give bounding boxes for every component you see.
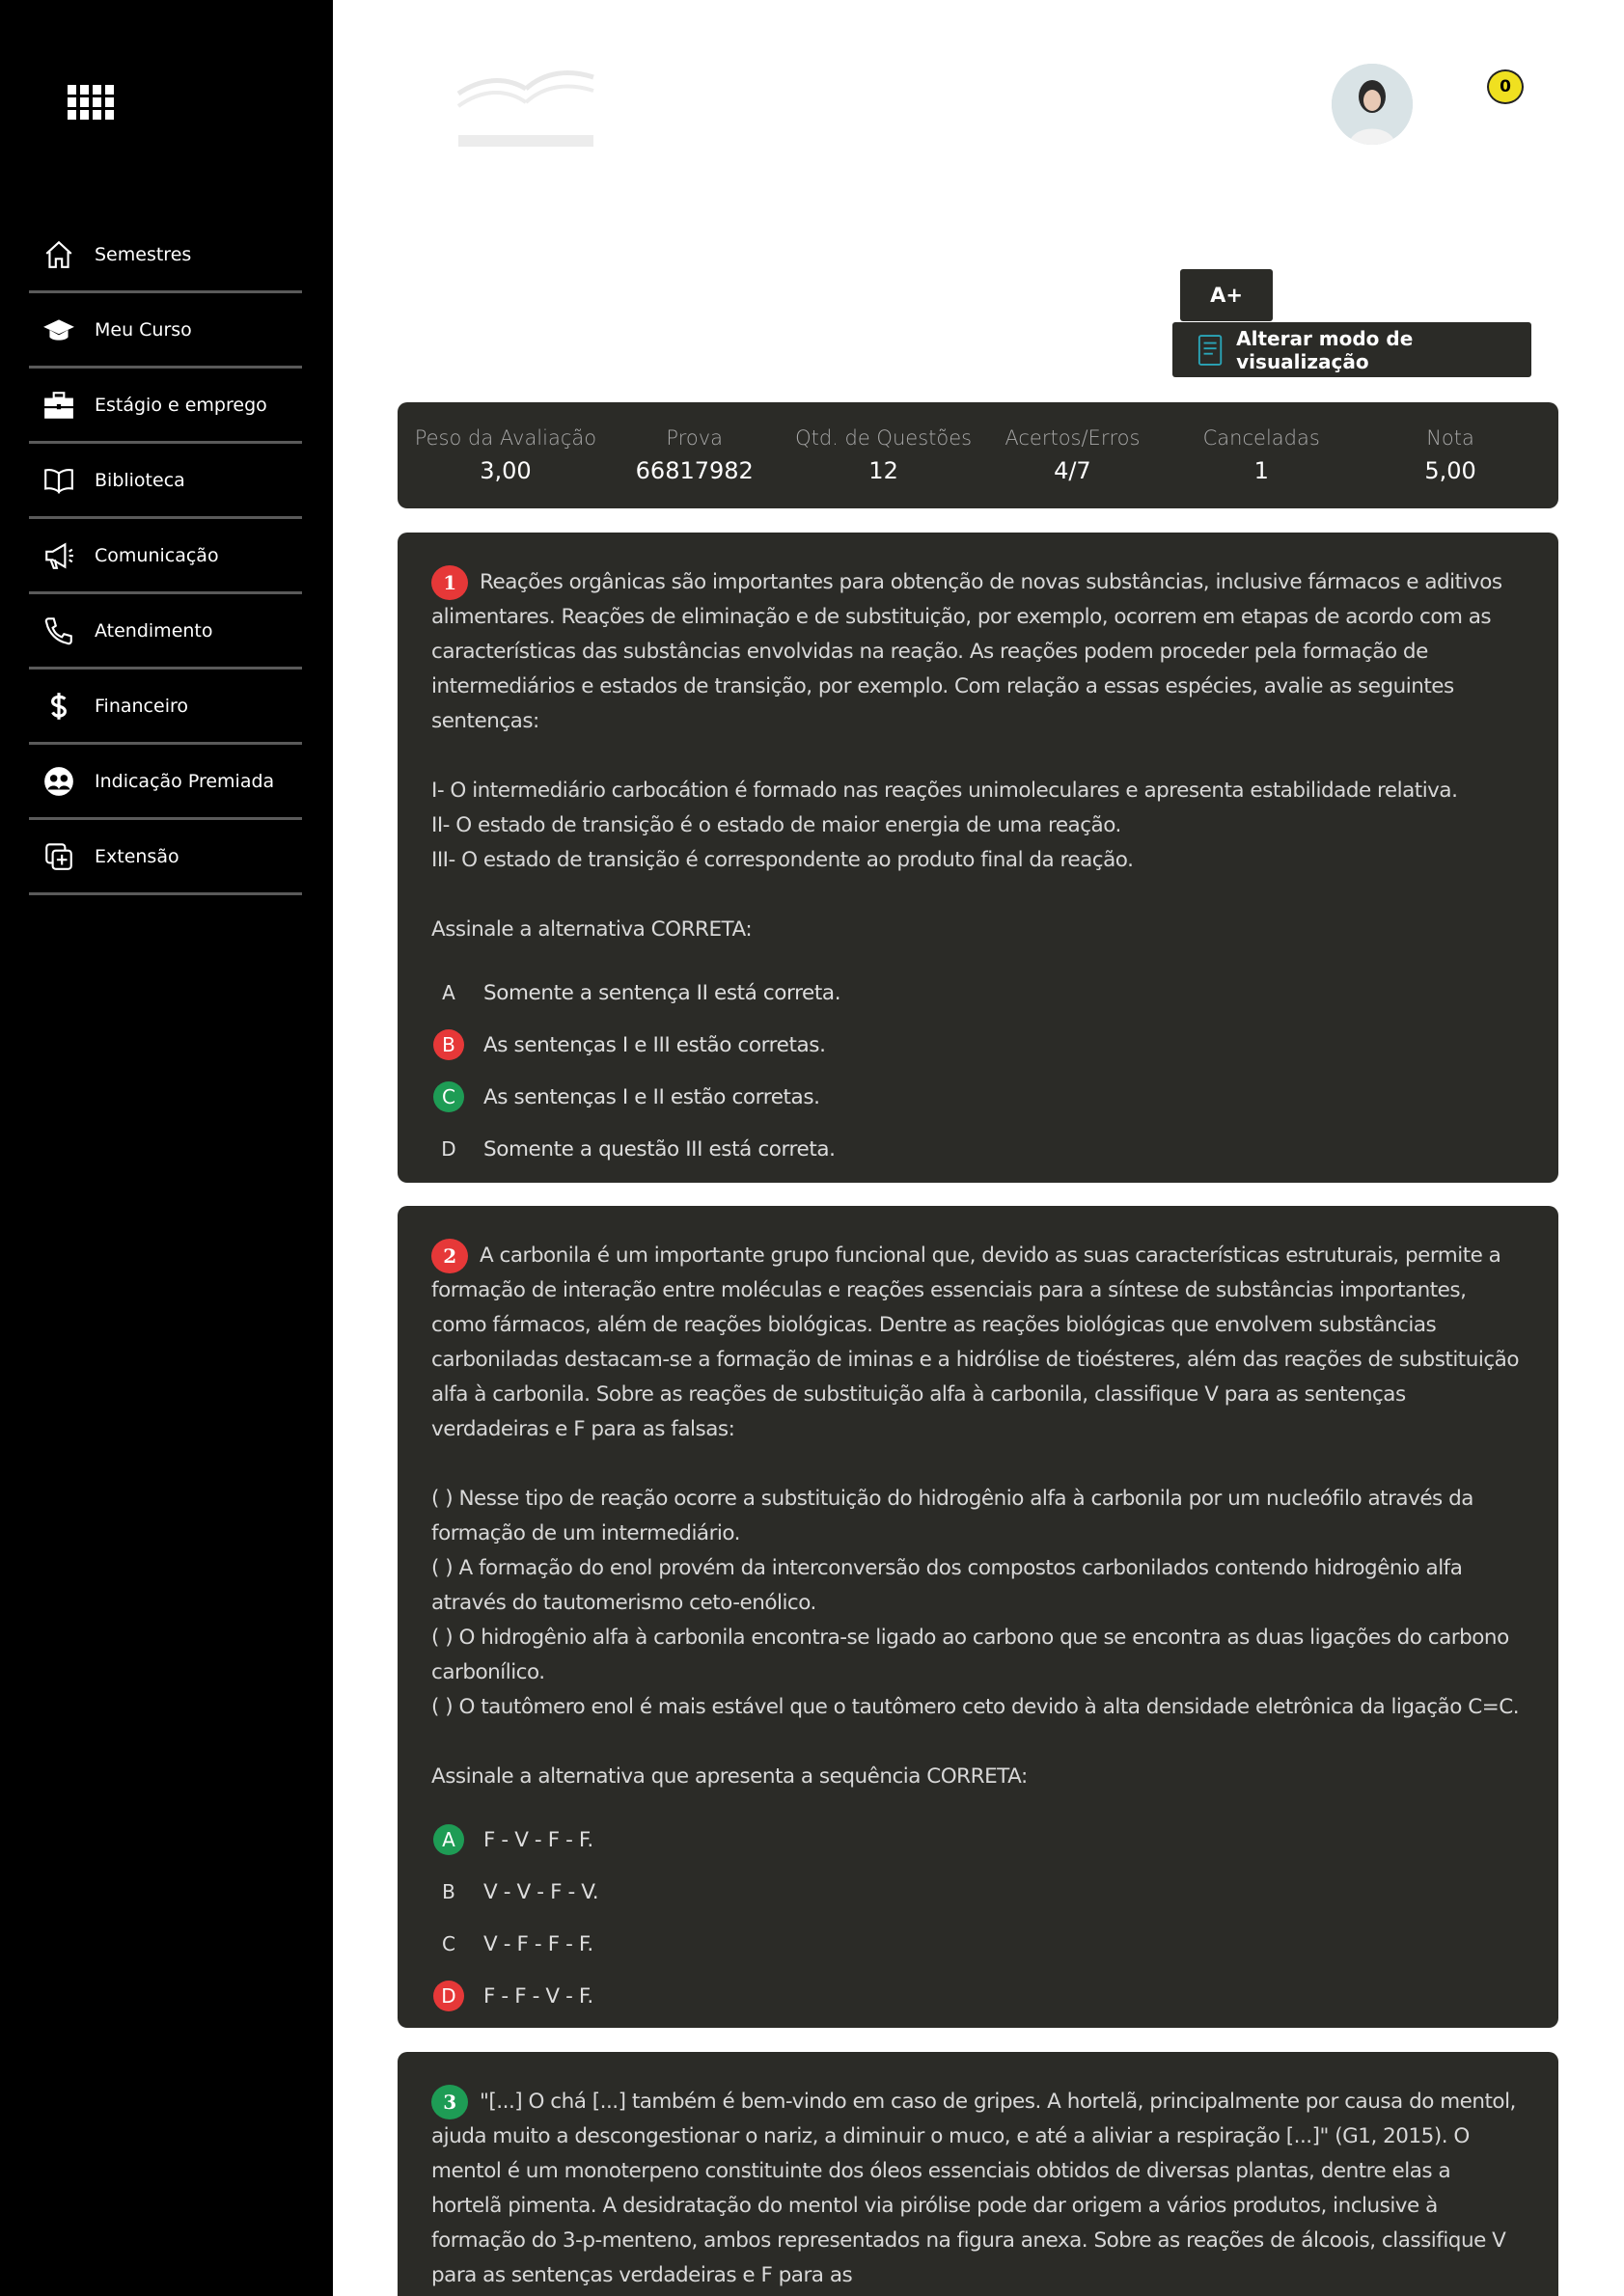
question-paragraph: ( ) A formação do enol provém da interconversão dos compostos carbonilados contendo hidrogênio alfa através do tautomerismo ceto-enólico. — [431, 1556, 1463, 1615]
question-paragraph: ( ) O hidrogênio alfa à carbonila encontra-se ligado ao carbono que se encontra as duas ligações do carbono carbonílico. — [431, 1626, 1509, 1684]
institution-logo[interactable] — [454, 60, 598, 151]
view-mode-button[interactable] — [1172, 322, 1531, 377]
option-letter: D — [441, 1137, 456, 1161]
sidebar-item-semestres[interactable] — [29, 218, 302, 293]
question-text — [431, 1239, 1524, 1794]
phone-icon — [42, 615, 75, 647]
sidebar-item-label: Estágio e emprego — [95, 394, 267, 416]
summary-key: Prova — [666, 426, 724, 450]
summary-key: Peso da Avaliação — [414, 426, 597, 450]
summary-value: 66817982 — [635, 457, 754, 484]
option-c[interactable] — [431, 1918, 1524, 1970]
question-number-badge: 1 — [431, 565, 468, 600]
question-number-badge: 3 — [431, 2085, 468, 2119]
sidebar-item-label: Atendimento — [95, 619, 213, 642]
question-text — [431, 2085, 1524, 2293]
sidebar — [0, 0, 333, 2296]
apps-grid-icon[interactable] — [68, 85, 114, 122]
sidebar-item-label: Indicação Premiada — [95, 770, 275, 792]
notification-badge[interactable]: 0 — [1487, 69, 1524, 104]
sidebar-item-estagio[interactable] — [29, 369, 302, 444]
sidebar-item-label: Extensão — [95, 845, 179, 867]
sidebar-item-label: Financeiro — [95, 695, 188, 717]
option-a[interactable] — [431, 967, 1524, 1019]
summary-value: 4/7 — [1054, 457, 1091, 484]
option-a[interactable] — [431, 1814, 1524, 1866]
question-paragraph: ( ) O tautômero enol é mais estável que o tautômero ceto devido à alta densidade eletrônica da ligação C=C. — [431, 1695, 1520, 1719]
option-letter: B — [442, 1880, 455, 1903]
question-paragraph: Assinale a alternativa que apresenta a sequência CORRETA: — [431, 1764, 1028, 1789]
question-text — [431, 565, 1524, 947]
option-letter: A — [433, 1824, 464, 1855]
question-number-badge: 2 — [431, 1239, 468, 1273]
summary-key: Acertos/Erros — [1005, 426, 1141, 450]
summary-key: Qtd. de Questões — [795, 426, 973, 450]
briefcase-icon — [42, 389, 75, 422]
option-text: Somente a sentença II está correta. — [483, 980, 841, 1005]
summary-questoes — [789, 426, 978, 484]
question-paragraph: III- O estado de transição é correspondente ao produto final da reação. — [431, 848, 1134, 872]
megaphone-icon — [42, 539, 75, 572]
option-text: F - V - F - F. — [483, 1827, 593, 1852]
question-card-3 — [398, 2052, 1558, 2296]
summary-peso — [411, 426, 600, 484]
summary-nota — [1356, 426, 1545, 484]
summary-acertos — [977, 426, 1167, 484]
question-card-1 — [398, 533, 1558, 1183]
document-icon — [1197, 333, 1223, 368]
view-mode-label: Alterar modo de visualização — [1236, 326, 1414, 373]
answer-options — [431, 1814, 1524, 2022]
option-d[interactable] — [431, 1970, 1524, 2022]
summary-key: Canceladas — [1202, 426, 1320, 450]
summary-value: 3,00 — [480, 457, 532, 484]
question-paragraph: Assinale a alternativa CORRETA: — [431, 917, 753, 942]
sidebar-item-indicacao[interactable] — [29, 745, 302, 820]
dollar-icon — [42, 690, 75, 723]
people-icon — [42, 765, 75, 798]
option-b[interactable] — [431, 1019, 1524, 1071]
summary-canceladas — [1167, 426, 1356, 484]
option-letter: C — [442, 1932, 455, 1955]
summary-value: 1 — [1253, 457, 1269, 484]
summary-prova — [600, 426, 789, 484]
option-text: As sentenças I e III estão corretas. — [483, 1032, 826, 1057]
question-paragraph: A carbonila é um importante grupo funcional que, devido as suas características estruturais, permite a formação de interação entre moléculas e reações essenciais para a síntese de substâncias importantes, como fármacos, além de reações biológicas. Dentre as reações biológicas que envolvem substâncias carboniladas destacam-se a formação de iminas e a hidrólise de tioésteres, além das reações de substituição alfa à carbonila. Sobre as reações de substituição alfa à carbonila, classifique V para as sentenças verdadeiras e F para as falsas: — [431, 1244, 1519, 1441]
answer-options — [431, 967, 1524, 1175]
question-paragraph: I- O intermediário carbocátion é formado nas reações unimoleculares e apresenta estabilidade relativa. — [431, 779, 1458, 803]
question-card-2 — [398, 1206, 1558, 2028]
sidebar-item-comunicacao[interactable] — [29, 519, 302, 594]
graduation-cap-icon — [42, 314, 75, 346]
option-c[interactable] — [431, 1071, 1524, 1123]
question-paragraph: II- O estado de transição é o estado de maior energia de uma reação. — [431, 813, 1121, 837]
option-letter: A — [442, 981, 455, 1004]
option-letter: B — [433, 1029, 464, 1060]
sidebar-item-label: Comunicação — [95, 544, 219, 566]
sidebar-item-biblioteca[interactable] — [29, 444, 302, 519]
option-d[interactable] — [431, 1123, 1524, 1175]
book-icon — [42, 464, 75, 497]
option-letter: C — [433, 1081, 464, 1112]
sidebar-item-meu-curso[interactable] — [29, 293, 302, 369]
summary-key: Nota — [1426, 426, 1474, 450]
sidebar-item-label: Biblioteca — [95, 469, 185, 491]
option-b[interactable] — [431, 1866, 1524, 1918]
sidebar-item-atendimento[interactable] — [29, 594, 302, 670]
add-square-icon — [42, 840, 75, 873]
question-paragraph: Reações orgânicas são importantes para obtenção de novas substâncias, inclusive fármacos e aditivos alimentares. Reações de eliminação e de substituição, por exemplo, ocorrem em etapas de acordo com as características das substâncias envolvidas na reação. As reações podem proceder pela formação de intermediários e estados de transição, por exemplo. Com relação a essas espécies, avalie as seguintes sentenças: — [431, 570, 1502, 733]
question-paragraph: ( ) Nesse tipo de reação ocorre a substituição do hidrogênio alfa à carbonila por um nucleófilo através da formação de um intermediário. — [431, 1487, 1473, 1545]
sidebar-item-label: Semestres — [95, 243, 192, 265]
font-increase-button[interactable]: A+ — [1180, 269, 1273, 321]
home-icon — [42, 238, 75, 271]
sidebar-item-extensao[interactable] — [29, 820, 302, 895]
option-text: V - F - F - F. — [483, 1931, 593, 1956]
option-letter: D — [433, 1981, 464, 2011]
summary-value: 5,00 — [1424, 457, 1476, 484]
option-text: V - V - F - V. — [483, 1879, 599, 1904]
option-text: F - F - V - F. — [483, 1983, 593, 2009]
avatar[interactable] — [1332, 64, 1413, 145]
sidebar-item-label: Meu Curso — [95, 318, 192, 341]
sidebar-nav — [29, 218, 302, 895]
exam-summary — [398, 402, 1558, 508]
summary-value: 12 — [868, 457, 898, 484]
option-text: Somente a questão III está correta. — [483, 1136, 836, 1162]
sidebar-item-financeiro[interactable] — [29, 670, 302, 745]
question-paragraph: "[...] O chá [...] também é bem-vindo em caso de gripes. A hortelã, principalmente por causa do mentol, ajuda muito a descongestionar o nariz, a diminuir o muco, e até a aliviar a respiração [...]" (G1, 2015). O mentol é um monoterpeno constituinte dos óleos essenciais obtidos de diversas plantas, dentre elas a hortelã pimenta. A desidratação do mentol via pirólise pode dar origem a vários produtos, inclusive à formação do 3-p-menteno, ambos representados na figura anexa. Sobre as reações de álcoois, classifique V para as sentenças verdadeiras e F para as — [431, 2090, 1516, 2287]
option-text: As sentenças I e II estão corretas. — [483, 1084, 820, 1109]
